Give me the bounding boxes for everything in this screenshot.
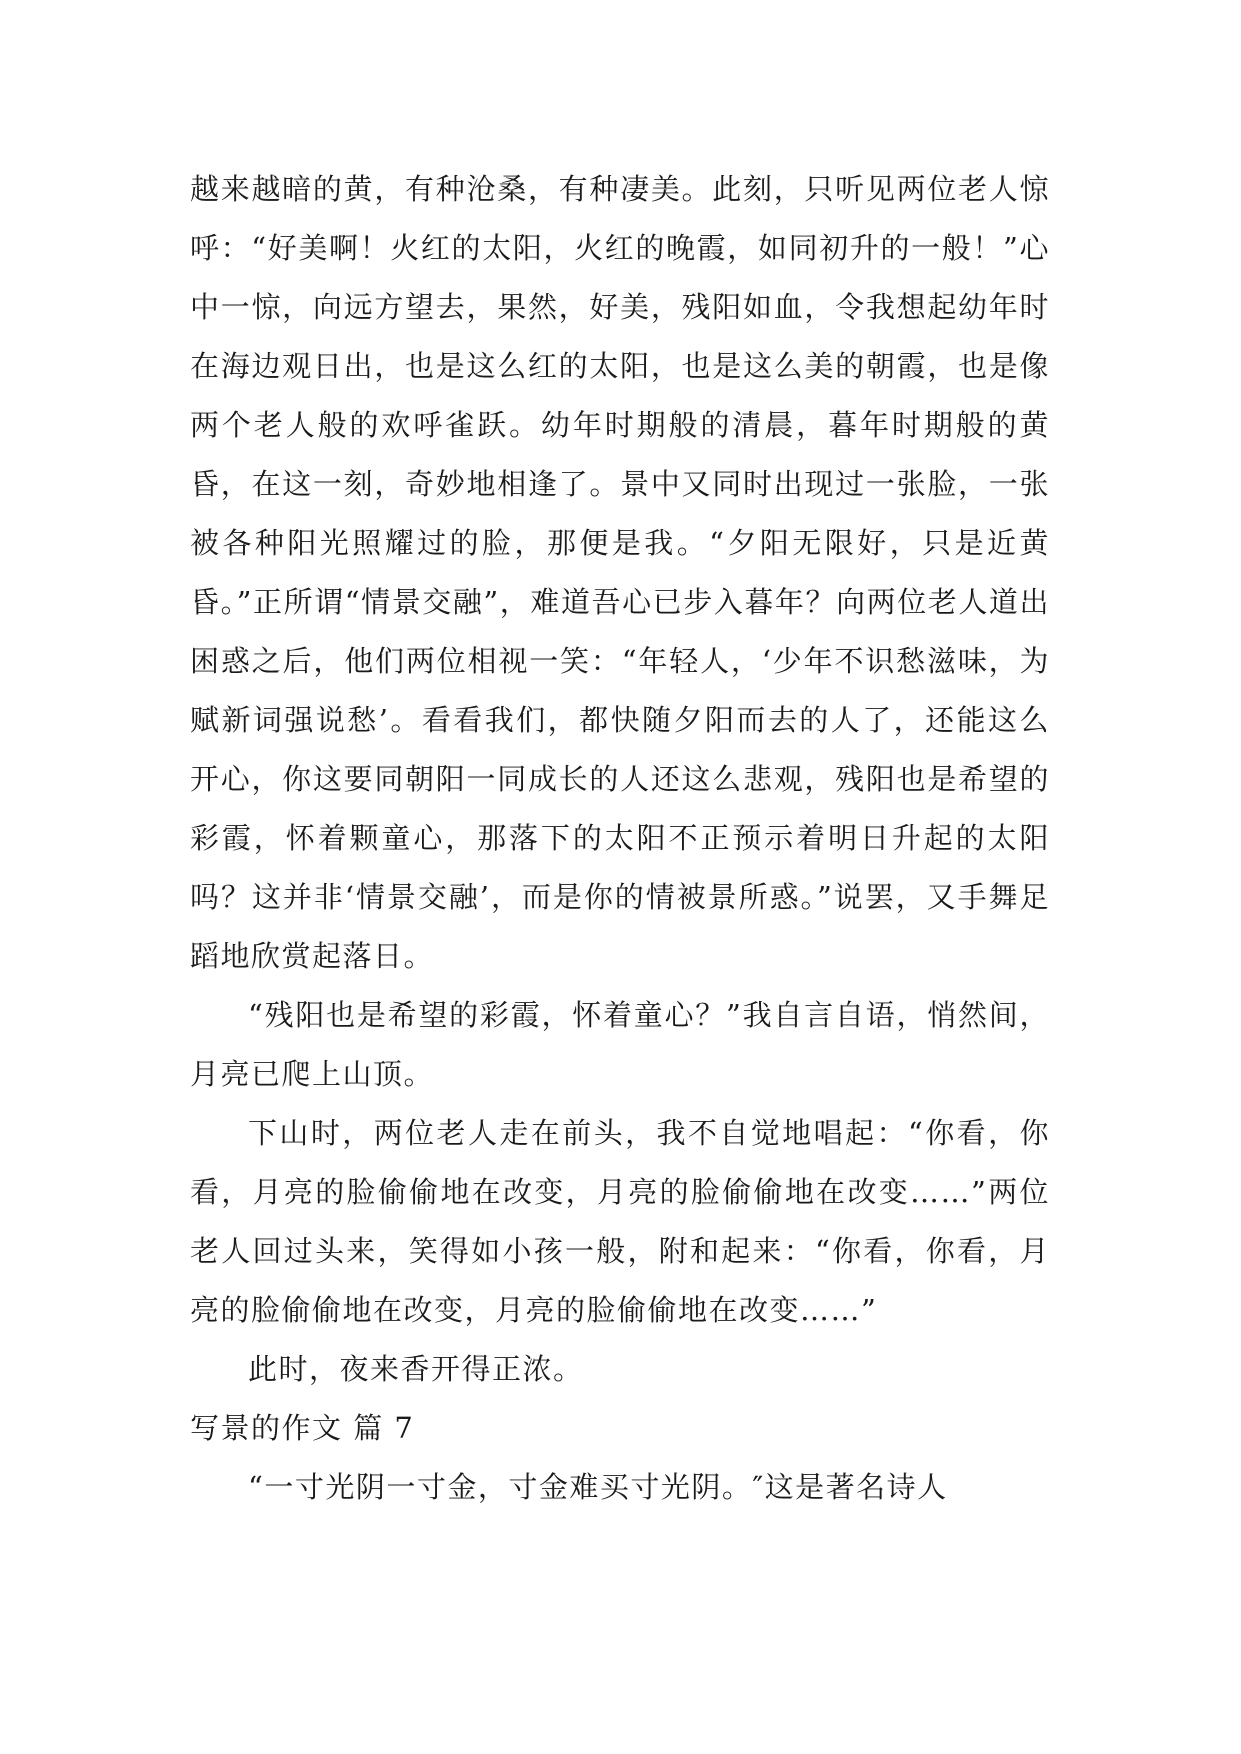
paragraph-singing: 下山时，两位老人走在前头，我不自觉地唱起：“你看，你看，月亮的脸偷偷地在改变，月亮的脸偷偷地在改变……”两位老人回过头来，笑得如小孩一般，附和起来：“你看，你看，月亮的脸偷偷地在改变，月亮的脸偷偷地在改变……” <box>190 1116 1050 1327</box>
paragraph-next-essay-start: “一寸光阴一寸金，寸金难买寸光阴。″这是著名诗人 <box>248 1470 948 1504</box>
paragraph-sunset-dialogue: 越来越暗的黄，有种沧桑，有种凄美。此刻，只听见两位老人惊呼：“好美啊！火红的太阳，火红的晚霞，如同初升的一般！”心中一惊，向远方望去，果然，好美，残阳如血，令我想起幼年时在海边观日出，也是这么红的太阳，也是这么美的朝霞，也是像两个老人般的欢呼雀跃。幼年时期般的清晨，暮年时期般的黄昏，在这一刻，奇妙地相逢了。景中又同时出现过一张脸，一张被各种阳光照耀过的脸，那便是我。“夕阳无限好，只是近黄昏。”正所谓“情景交融”，难道吾心已步入暮年？向两位老人道出困惑之后，他们两位相视一笑：“年轻人，‘少年不识愁滋味，为赋新词强说愁’。看看我们，都快随夕阳而去的人了，还能这么开心，你这要同朝阳一同成长的人还这么悲观，残阳也是希望的彩霞，怀着颗童心，那落下的太阳不正预示着明日升起的太阳吗？这并非‘情景交融’，而是你的情被景所惑。”说罢，又手舞足蹈地欣赏起落日。 <box>190 172 1050 973</box>
paragraph-night-fragrance: 此时，夜来香开得正浓。 <box>248 1352 584 1386</box>
document-body <box>190 160 1050 1517</box>
section-heading: 写景的作文 篇 7 <box>190 1411 415 1445</box>
paragraph-self-talk: “残阳也是希望的彩霞，怀着童心？”我自言自语，悄然间，月亮已爬上山顶。 <box>190 998 1050 1091</box>
